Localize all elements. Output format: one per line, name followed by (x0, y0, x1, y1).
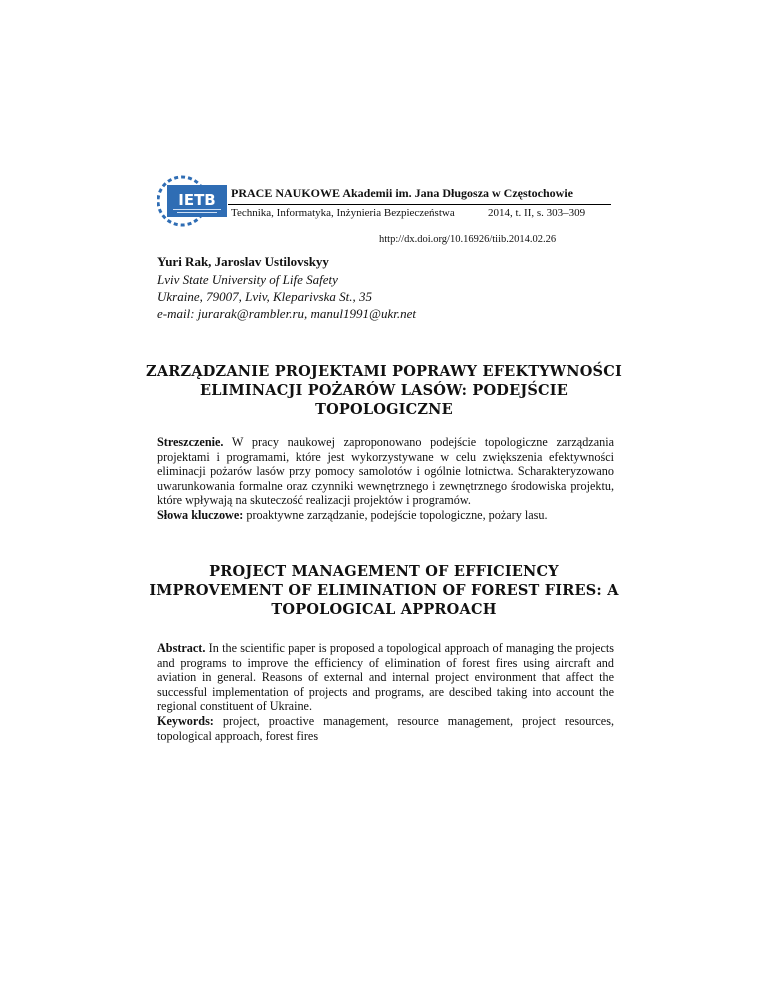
volume-pages: 2014, t. II, s. 303–309 (488, 207, 586, 219)
doi-link[interactable]: http://dx.doi.org/10.16926/tiib.2014.02.26 (379, 234, 557, 245)
keywords-label: Keywords: (157, 713, 214, 728)
polish-abstract-paragraph (157, 435, 614, 508)
abstract-label: Streszczenie. (157, 435, 224, 449)
english-title: PROJECT MANAGEMENT OF EFFICIENCY IMPROVEMENT OF ELIMINATION OF FOREST FIRES: A TOPOLOGICAL APPROACH (149, 563, 619, 618)
keywords-text: project, proactive management, resource management, project resources, topological approach, forest fires (157, 713, 614, 743)
abstract-label: Abstract. (157, 641, 206, 655)
keywords-text: proaktywne zarządzanie, podejście topologiczne, pożary lasu. (243, 507, 548, 522)
english-abstract (157, 641, 614, 743)
abstract-text: W pracy naukowej zaproponowano podejście topologiczne zarządzania projektami i programami, które jest wykorzystywane w celu zwiększenia efektywności eliminacji pożarów lasów przy pomocy samolotów i ogólnie lotnictwa. Scharakteryzowano uwarunkowania formalne oraz czynniki wewnętrznego i zewnętrznego środowiska projektu, które wpływają na skuteczość realizacji projektów i programów. (157, 435, 614, 508)
polish-keywords (157, 508, 614, 523)
english-abstract-paragraph (157, 641, 614, 714)
keywords-label: Słowa kluczowe: (157, 507, 244, 522)
author-names: Yuri Rak, Jaroslav Ustilovskyy (157, 254, 329, 269)
ietb-logo (157, 175, 229, 227)
journal-subtitle: Technika, Informatyka, Inżynieria Bezpieczeństwa (231, 207, 455, 219)
english-keywords (157, 714, 614, 743)
affiliation-line: Lviv State University of Life Safety (157, 272, 338, 287)
journal-title: PRACE NAUKOWE Akademii im. Jana Długosza w Częstochowie (231, 186, 573, 200)
header-rule (228, 204, 611, 205)
polish-title: ZARZĄDZANIE PROJEKTAMI POPRAWY EFEKTYWNOŚCI ELIMINACJI POŻARÓW LASÓW: PODEJŚCIE TOPOLOGICZNE (146, 363, 622, 418)
polish-abstract (157, 435, 614, 523)
logo-text: IETB (178, 191, 216, 209)
affiliation-line: Ukraine, 79007, Lviv, Kleparivska St., 35 (157, 289, 372, 304)
abstract-text: In the scientific paper is proposed a topological approach of managing the projects and programs to improve the efficiency of elimination of forest fires using aircraft and aviation in general. Reasons of external and internal project environment that affect the successful implementation of projects and programs, are descibed taking into account the regional constituent of Ukraine. (157, 641, 614, 714)
author-email: e-mail: jurarak@rambler.ru, manul1991@ukr.net (157, 306, 416, 321)
